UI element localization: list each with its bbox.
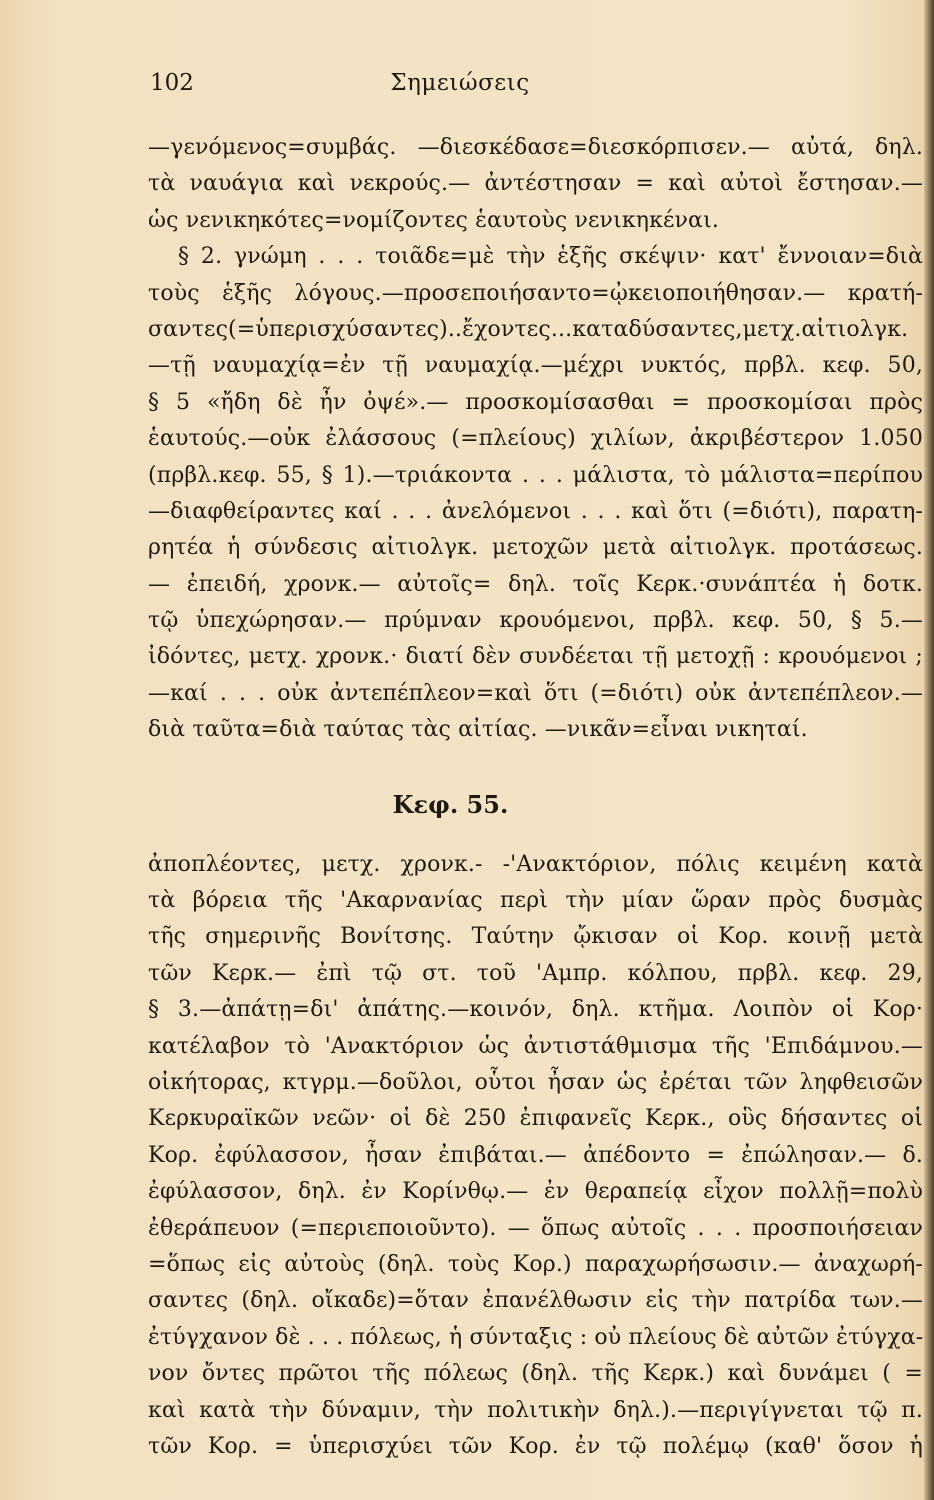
page-header <box>150 70 770 106</box>
text-line: ὡς νενικηκότες=νομίζοντες ἑαυτοὺς νενικηκέναι. <box>148 207 719 233</box>
text-line: κατέλαβον τὸ 'Ανακτόριον ὡς ἀντιστάθμισμα τῆς 'Επιδάμνου.— <box>148 1033 923 1059</box>
page-number: 102 <box>150 70 194 96</box>
text-line: τῆς σημερινῆς Βονίτσης. Ταύτην ᾤκισαν οἱ Κορ. κοινῇ μετὰ <box>148 924 923 950</box>
text-line: τὰ ναυάγια καὶ νεκρούς.— ἀντέστησαν = καὶ αὐτοὶ ἔστησαν.— <box>148 171 923 197</box>
notes-section-2 <box>148 847 923 1466</box>
text-line: οἰκήτορας, κτγρμ.—δοῦλοι, οὗτοι ἦσαν ὡς ἐρέται τῶν ληφθεισῶν <box>148 1069 923 1095</box>
running-title: Σημειώσεις <box>390 70 530 96</box>
text-line: ἀποπλέοντες, μετχ. χρονκ.- -'Ανακτόριον, πόλις κειμένη κατὰ <box>148 851 923 877</box>
text-line: —διαφθείραντες καί . . . ἀνελόμενοι . . . καὶ ὅτι (=διότι), παρατη- <box>148 498 923 524</box>
text-line: —τῇ ναυμαχίᾳ=ἐν τῇ ναυμαχίᾳ.—μέχρι νυκτός, πρβλ. κεφ. 50, <box>148 353 923 379</box>
text-line: Κερκυραϊκῶν νεῶν· οἱ δὲ 250 ἐπιφανεῖς Κερκ., οὓς δήσαντες οἱ <box>148 1106 923 1132</box>
text-line: νον ὄντες πρῶτοι τῆς πόλεως (δηλ. τῆς Κερκ.) καὶ δυνάμει ( = <box>148 1361 923 1387</box>
text-line: ρητέα ἡ σύνδεσις αἰτιολγκ. μετοχῶν μετὰ αἰτιολγκ. προτάσεως. <box>148 535 923 561</box>
chapter-heading: Κεφ. 55. <box>392 789 509 819</box>
text-line: καὶ κατὰ τὴν δύναμιν, τὴν πολιτικὴν δηλ.).—περιγίγνεται τῷ π. <box>148 1397 923 1423</box>
text-line: —γενόμενος=συμβάς. —διεσκέδασε=διεσκόρπισεν.— αὐτά, δηλ. <box>148 135 923 160</box>
text-line: ἐτύγχανον δὲ . . . πόλεως, ἡ σύνταξις : οὐ πλείους δὲ αὐτῶν ἐτύγχα- <box>148 1324 924 1350</box>
text-line: § 5 «ἤδη δὲ ἦν ὀψέ».— προσκομίσασθαι = προσκομίσαι πρὸς <box>148 389 923 415</box>
body-text <box>148 130 923 1465</box>
text-line: σαντες(=ὑπερισχύσαντες)..ἔχοντες...καταδύσαντες,μετχ.αἰτιολγκ. <box>148 316 909 342</box>
text-line: ἐθεράπευον (=περιεποιοῦντο). — ὅπως αὐτοῖς . . . προσποιήσειαν <box>148 1215 923 1241</box>
text-line: τῶν Κερκ.— ἐπὶ τῷ στ. τοῦ 'Αμπρ. κόλπου, πρβλ. κεφ. 29, <box>148 960 923 986</box>
text-line: § 3.—ἀπάτῃ=δι' ἀπάτης.—κοινόν, δηλ. κτῆμα. Λοιπὸν οἱ Κορ· <box>148 997 923 1023</box>
text-line: — ἐπειδή, χρονκ.— αὐτοῖς= δηλ. τοῖς Κερκ.·συνάπτέα ἡ δοτκ. <box>148 571 923 597</box>
text-line: —καί . . . οὐκ ἀντεπέπλεον=καὶ ὅτι (=διότι) οὐκ ἀντεπέπλεον.— <box>148 680 923 706</box>
text-line: σαντες (δηλ. οἴκαδε)=ὅταν ἐπανέλθωσιν εἰς τὴν πατρίδα των.— <box>148 1288 923 1314</box>
text-line: =ὅπως εἰς αὐτοὺς (δηλ. τοὺς Κορ.) παραχωρήσωσιν.— ἀναχωρή- <box>148 1251 923 1277</box>
text-line: § 2. γνώμη . . . τοιᾶδε=μὲ τὴν ἑξῆς σκέψιν· κατ' ἔννοιαν=διὰ <box>178 244 923 270</box>
text-line: ἰδόντες, μετχ. χρονκ.· διατί δὲν συνδέεται τῇ μετοχῇ : κρουόμενοι ; <box>148 644 923 670</box>
text-line: τοὺς ἑξῆς λόγους.—προσεποιήσαντο=ᾠκειοποιήθησαν.— κρατή- <box>148 280 923 306</box>
text-line: τῶν Κορ. = ὑπερισχύει τῶν Κορ. ἐν τῷ πολέμῳ (καθ' ὅσον ἡ <box>148 1433 923 1459</box>
text-line: ἐφύλασσον, δηλ. ἐν Κορίνθῳ.— ἐν θεραπείᾳ εἶχον πολλῇ=πολὺ <box>148 1179 923 1205</box>
text-line: τὰ βόρεια τῆς 'Ακαρνανίας περὶ τὴν μίαν ὥραν πρὸς δυσμὰς <box>148 888 923 914</box>
page-edge-shadow <box>924 0 934 1500</box>
text-line: τῷ ὑπεχώρησαν.— πρύμναν κρουόμενοι, πρβλ. κεφ. 50, § 5.— <box>148 608 923 634</box>
notes-section-1 <box>148 130 923 749</box>
text-line: Κορ. ἐφύλασσον, ἦσαν ἐπιβάται.— ἀπέδοντο = ἐπώλησαν.— δ. <box>148 1142 923 1168</box>
text-line: διὰ ταῦτα=διὰ ταύτας τὰς αἰτίας. —νικᾶν=εἶναι νικηταί. <box>148 717 808 743</box>
text-line: ἑαυτούς.—οὐκ ἐλάσσους (=πλείους) χιλίων, ἀκριβέστερον 1.050 <box>148 426 923 452</box>
text-line: (πρβλ.κεφ. 55, § 1).—τριάκοντα . . . μάλιστα, τὸ μάλιστα=περίπου <box>148 462 923 488</box>
